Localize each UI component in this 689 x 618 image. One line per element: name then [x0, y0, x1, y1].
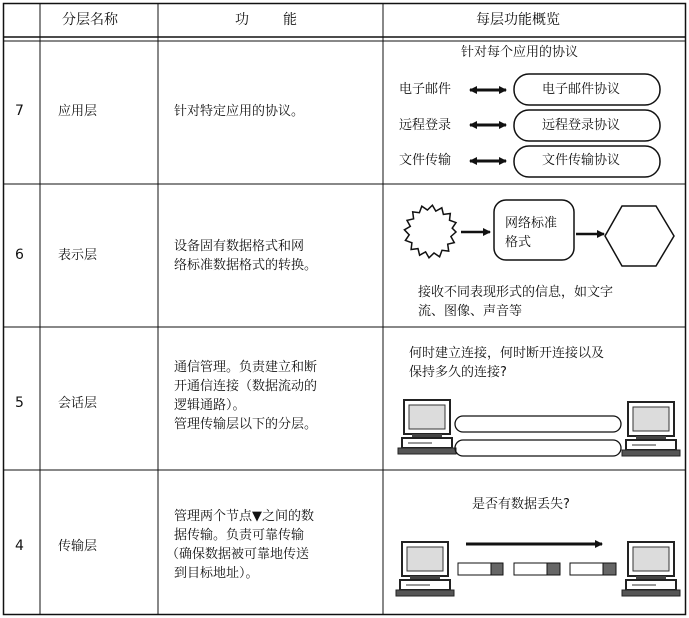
ftp-app-label: 文件传输	[399, 153, 452, 168]
format-conversion-diagram	[404, 200, 674, 266]
row-4-number: 4	[15, 538, 24, 554]
row-7-number: 7	[15, 103, 24, 119]
row-7-name: 应用层	[58, 104, 98, 119]
telnet-app-label: 远程登录	[399, 118, 452, 133]
transport-diagram	[396, 542, 680, 596]
receiver-computer-icon	[622, 542, 680, 596]
row-4-function-line-4: 到目标地址）。	[174, 566, 259, 581]
right-computer-icon	[622, 402, 680, 456]
ftp-protocol-label: 文件传输协议	[542, 153, 621, 168]
email-protocol-label: 电子邮件协议	[542, 82, 621, 97]
row-4-function-line-3: （确保数据被可靠地传送	[166, 547, 310, 562]
email-app-label: 电子邮件	[399, 82, 452, 97]
sender-computer-icon	[396, 542, 454, 596]
packet-icons	[458, 563, 616, 575]
row-5-name: 会话层	[58, 396, 98, 411]
row-5-function-line-1: 通信管理。负责建立和断	[174, 360, 318, 375]
row-5-function-line-2: 开通信连接（数据流动的	[174, 379, 318, 394]
row-5-function-line-4: 管理传输层以下的分层。	[174, 417, 318, 432]
row-6-name: 表示层	[58, 248, 98, 263]
row-4-function-line-2: 据传输。负责可靠传输	[174, 528, 305, 543]
standard-format-line-1: 网络标准	[505, 216, 558, 231]
header-layer-name: 分层名称	[62, 12, 118, 28]
left-computer-icon	[398, 400, 456, 454]
header-function: 功 能	[235, 12, 299, 28]
row-6-number: 6	[15, 247, 24, 263]
row-4-question: 是否有数据丢失?	[472, 497, 570, 512]
row-7-caption: 针对每个应用的协议	[461, 45, 579, 60]
row-5-number: 5	[15, 395, 24, 411]
hexagon-icon	[605, 206, 674, 266]
row-4-name: 传输层	[58, 539, 98, 554]
starburst-icon	[404, 205, 456, 258]
row-5-question-line-2: 保持多久的连接?	[409, 365, 507, 380]
row-6-function-line-1: 设备固有数据格式和网	[174, 239, 305, 254]
row-6-function-line-2: 络标准数据格式的转换。	[174, 258, 318, 273]
header-overview: 每层功能概览	[476, 12, 560, 28]
row-5-question-line-1: 何时建立连接，何时断开连接以及	[409, 346, 605, 361]
session-diagram	[398, 400, 680, 456]
standard-format-line-2: 格式	[505, 235, 532, 250]
row-4-function-line-1: 管理两个节点▼之间的数	[174, 509, 314, 524]
row-6-note-line-1: 接收不同表现形式的信息，如文字	[418, 285, 614, 300]
connection-tube-icon	[455, 416, 621, 456]
row-6-note-line-2: 流、图像、声音等	[418, 304, 523, 319]
row-7-function: 针对特定应用的协议。	[174, 104, 305, 119]
telnet-protocol-label: 远程登录协议	[542, 118, 621, 133]
row-5-function-line-3: 逻辑通路）。	[174, 398, 246, 413]
